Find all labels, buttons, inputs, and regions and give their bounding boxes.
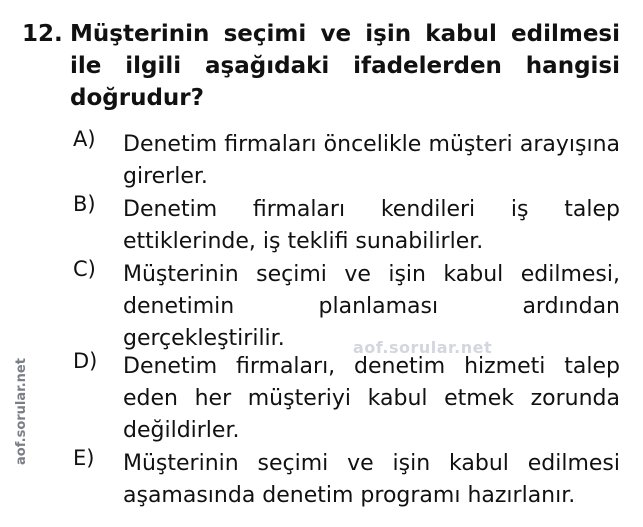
option-b-letter: B) — [73, 192, 96, 216]
watermark-center: aof.sorular.net — [353, 338, 493, 357]
option-a-text: Denetim firmaları öncelikle müşteri arayışına girerler. — [123, 132, 620, 189]
option-a-letter: A) — [73, 127, 96, 151]
question-number: 12. — [22, 21, 63, 47]
option-e-letter: E) — [73, 446, 95, 470]
option-b-text: Denetim firmaları kendileri iş talep ettiklerinde, iş teklifi sunabilirler. — [123, 197, 620, 254]
option-c-text: Müşterinin seçimi ve işin kabul edilmesi, denetimin planlaması ardından gerçekleştirilir. — [123, 262, 620, 351]
option-d-letter: D) — [73, 349, 98, 373]
option-d-text: Denetim firmaları, denetim hizmeti talep eden her müşteriyi kabul etmek zorunda değildirler. — [123, 354, 620, 443]
option-c[interactable] — [73, 259, 620, 355]
option-b[interactable] — [73, 194, 620, 258]
option-a[interactable] — [73, 129, 620, 193]
option-d[interactable] — [73, 351, 620, 447]
question — [22, 18, 620, 114]
watermark-side: aof.sorular.net — [14, 358, 29, 465]
option-e[interactable] — [73, 448, 620, 512]
question-text: Müşterinin seçimi ve işin kabul edilmesi ile ilgili aşağıdaki ifadelerden hangisi doğrudur? — [70, 21, 620, 111]
option-e-text: Müşterinin seçimi ve işin kabul edilmesi aşamasında denetim programı hazırlanır. — [123, 451, 620, 508]
option-c-letter: C) — [73, 257, 96, 281]
